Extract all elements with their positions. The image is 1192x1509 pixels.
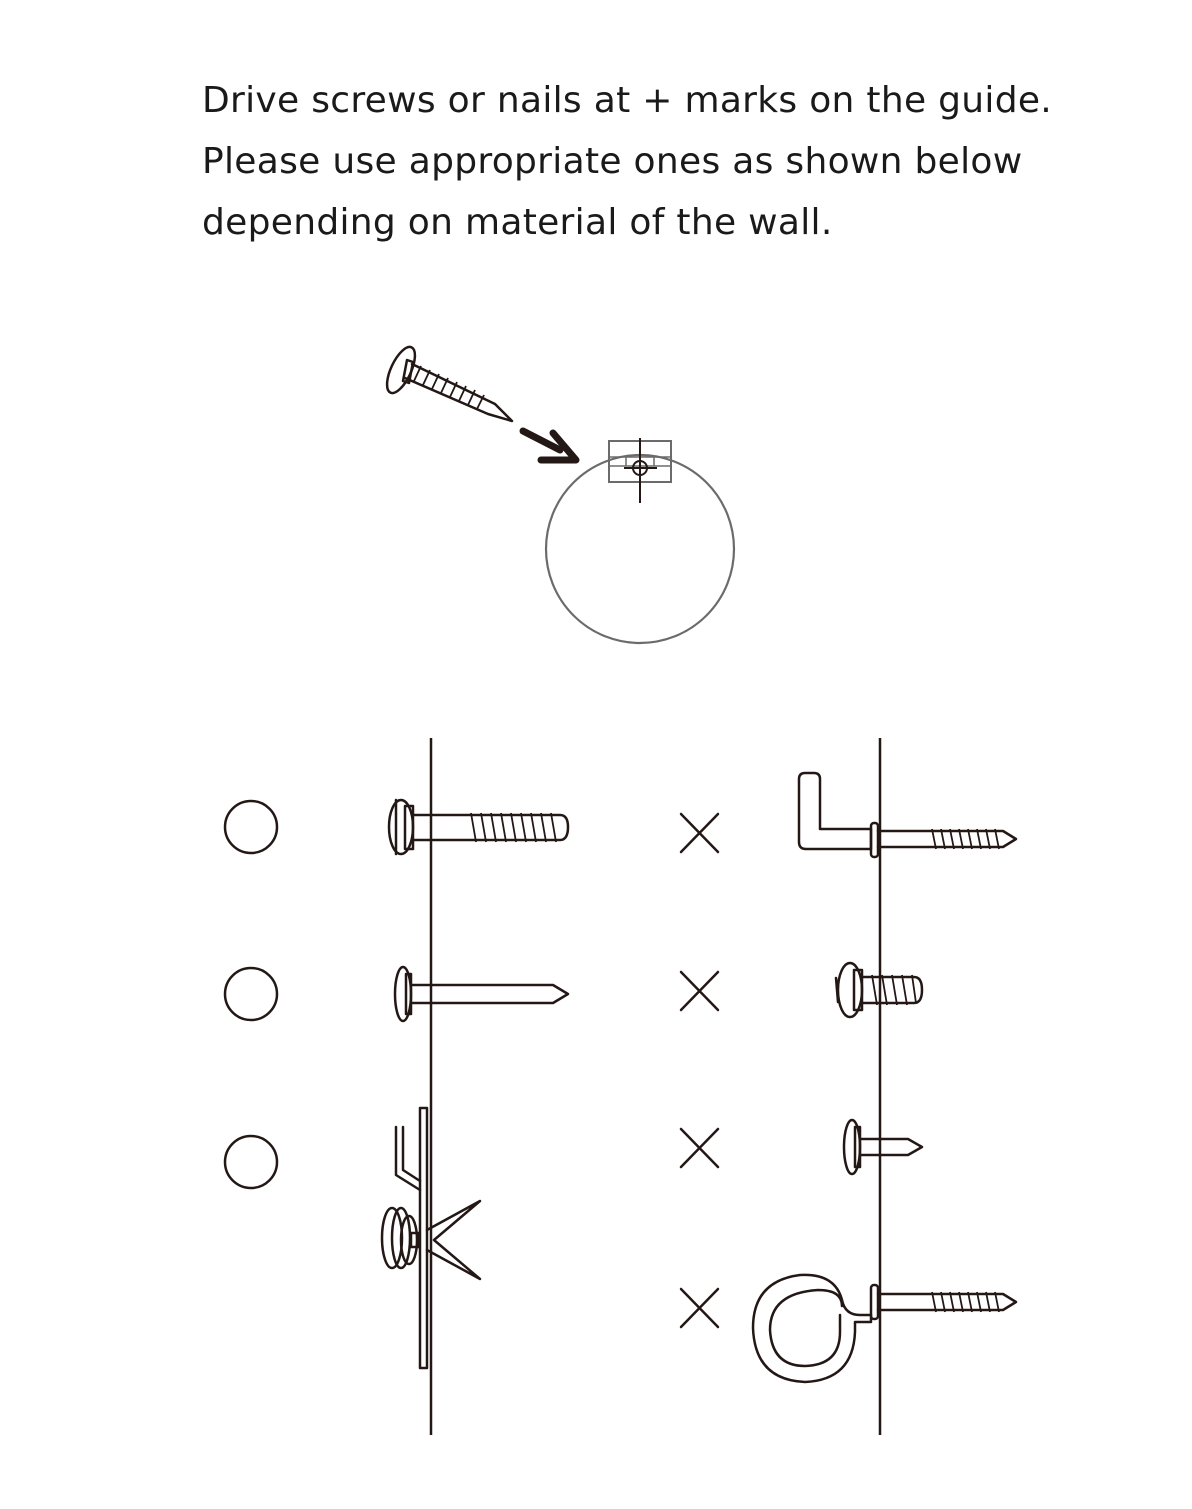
arrow-icon — [523, 431, 576, 460]
crosshair-mark-icon — [609, 438, 671, 503]
bad-mark-icon — [681, 814, 718, 852]
good-markers — [225, 801, 277, 1188]
instruction-line-2: Please use appropriate ones as shown below — [202, 141, 1023, 182]
instruction-line-1: Drive screws or nails at + marks on the guide. — [202, 80, 1053, 121]
bad-markers — [681, 814, 718, 1327]
guide-illustration — [381, 343, 734, 643]
good-mark-icon — [225, 801, 277, 853]
bad-mark-icon — [681, 1289, 718, 1327]
wood-screw-icon — [389, 800, 568, 854]
angled-nail-icon — [381, 343, 512, 421]
short-nail-icon — [844, 1120, 922, 1174]
instruction-line-3: depending on material of the wall. — [202, 202, 833, 243]
bad-mark-icon — [681, 972, 718, 1010]
good-mark-icon — [225, 1136, 277, 1188]
nail-icon — [395, 967, 568, 1021]
l-hook-screw-icon — [799, 773, 1016, 857]
cup-hook-screw-icon — [753, 1275, 1016, 1382]
good-mark-icon — [225, 968, 277, 1020]
bad-mark-icon — [681, 1129, 718, 1167]
